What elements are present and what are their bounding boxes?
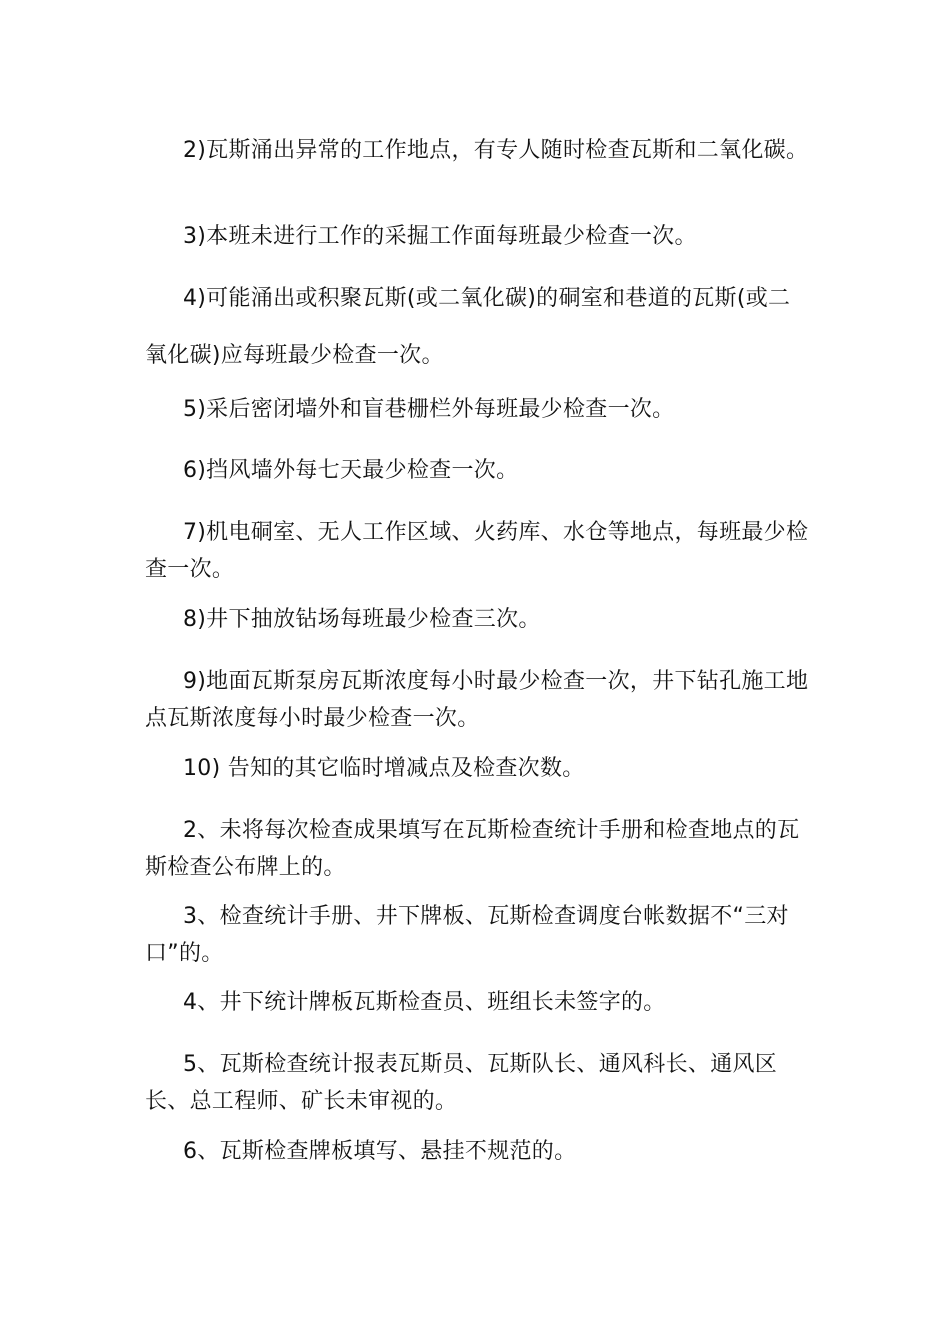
clause-2: 2、未将每次检查成果填写在瓦斯检查统计手册和检查地点的瓦斯检查公布牌上的。 (145, 818, 800, 880)
paragraph-item-2: 2)瓦斯涌出异常的工作地点，有专人随时检查瓦斯和二氧化碳。 (183, 138, 809, 163)
paragraph-item-3: 3)本班未进行工作的采掘工作面每班最少检查一次。 (183, 224, 697, 249)
clause-6: 6、瓦斯检查牌板填写、悬挂不规范的。 (183, 1139, 577, 1164)
clause-5: 5、瓦斯检查统计报表瓦斯员、瓦斯队长、通风科长、通风区长、总工程师、矿长未审视的。 (145, 1052, 778, 1114)
paragraph-item-7: 7)机电硐室、无人工作区域、火药库、水仓等地点，每班最少检查一次。 (145, 520, 809, 582)
paragraph-item-9: 9)地面瓦斯泵房瓦斯浓度每小时最少检查一次，井下钻孔施工地点瓦斯浓度每小时最少检查一次。 (145, 669, 809, 731)
clause-4: 4、井下统计牌板瓦斯检查员、班组长未签字的。 (183, 990, 666, 1015)
paragraph-item-8: 8)井下抽放钻场每班最少检查三次。 (183, 607, 541, 632)
paragraph-item-10: 10) 告知的其它临时增减点及检查次数。 (183, 756, 585, 781)
paragraph-item-6: 6)挡风墙外每七天最少检查一次。 (183, 458, 519, 483)
paragraph-item-5: 5)采后密闭墙外和盲巷栅栏外每班最少检查一次。 (183, 397, 675, 422)
clause-3: 3、检查统计手册、井下牌板、瓦斯检查调度台帐数据不“三对口”的。 (145, 904, 789, 966)
paragraph-item-4: 4)可能涌出或积聚瓦斯(或二氧化碳)的硐室和巷道的瓦斯(或二氧化碳)应每班最少检查一次。 (145, 286, 791, 368)
